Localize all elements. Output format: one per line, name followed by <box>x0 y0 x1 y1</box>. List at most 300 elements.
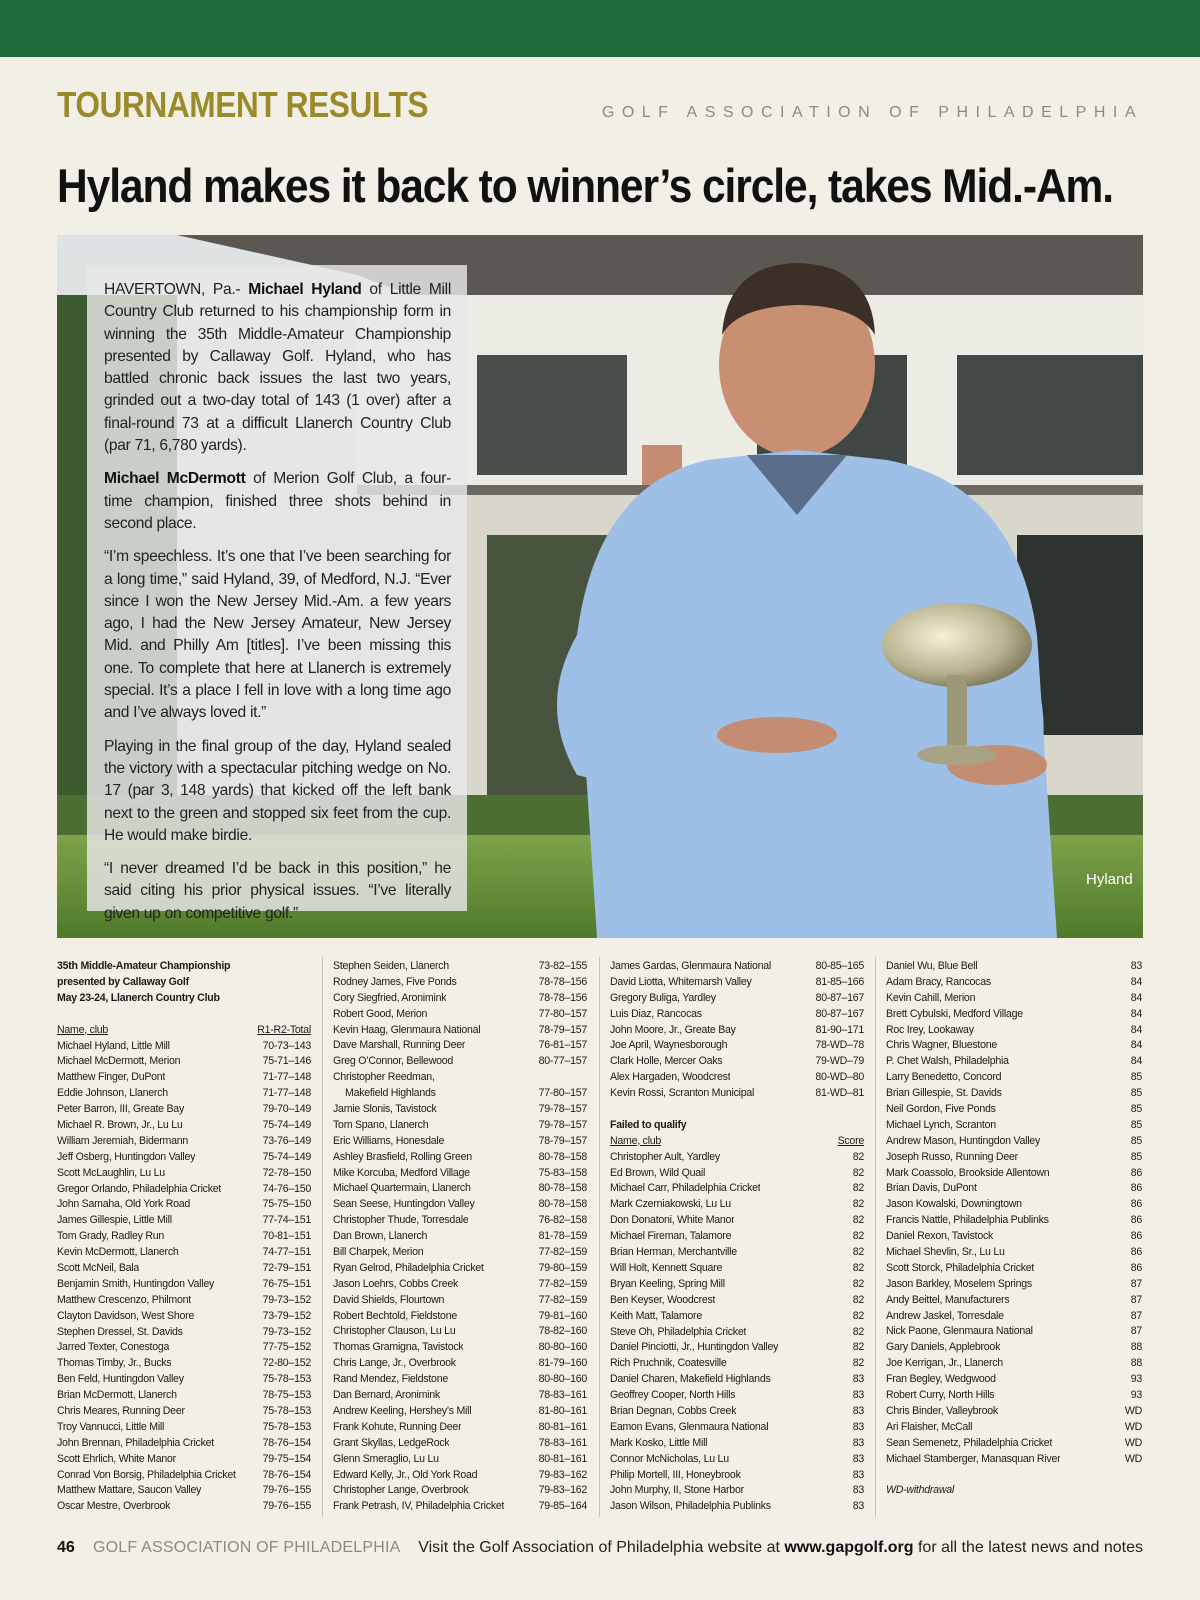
player-score: 71-77–148 <box>262 1071 311 1084</box>
result-row <box>57 1245 311 1261</box>
player-score: 76-81–157 <box>538 1039 587 1052</box>
story-paragraph-4: Playing in the final group of the day, Hyland sealed the victory with a spectacular pitching wedge on No. 17 (par 3, 148 yards) that kicked off the left bank next to the green and stopped six feet from the cup. He would make birdie. <box>104 737 451 844</box>
result-row <box>333 975 587 991</box>
player-name-club: Ryan Gelrod, Philadelphia Cricket <box>333 1261 484 1274</box>
player-score: 81-78–159 <box>538 1230 587 1243</box>
player-score: 75-71–146 <box>262 1055 311 1068</box>
result-row <box>57 1182 311 1198</box>
result-row <box>333 991 587 1007</box>
player-score: 79-73–152 <box>262 1293 311 1306</box>
player-score: 75-78–153 <box>262 1373 311 1386</box>
result-row <box>57 1102 311 1118</box>
player-name-club: John Moore, Jr., Greate Bay <box>610 1023 736 1036</box>
player-score: 80-80–160 <box>538 1341 587 1354</box>
player-name-club: Thomas Gramigna, Tavistock <box>333 1341 464 1354</box>
photo-caption: Hyland <box>1086 871 1133 888</box>
player-name-club: David Shields, Flourtown <box>333 1293 445 1306</box>
article-headline: Hyland makes it back to winner’s circle, takes Mid.-Am. <box>57 159 1114 212</box>
player-name-club: Dan Bernard, Aronimink <box>333 1389 440 1402</box>
result-row: Christopher Reedman, <box>333 1071 435 1084</box>
player-name-club: Joe April, Waynesborough <box>610 1039 728 1052</box>
player-name-club: Gregory Buliga, Yardley <box>610 991 716 1004</box>
player-score: 84 <box>1130 1055 1142 1068</box>
player-name-club: Chris Lange, Jr., Overbrook <box>333 1357 456 1370</box>
player-score: 83 <box>852 1468 864 1481</box>
player-name-club: Frank Kohute, Running Deer <box>333 1420 462 1433</box>
result-row <box>610 1420 864 1436</box>
player-name-club: Geoffrey Cooper, North Hills <box>610 1389 736 1402</box>
result-row <box>333 1499 587 1515</box>
failed-header-row: Name, club Score <box>610 1134 864 1147</box>
player-score: 80-80–160 <box>538 1373 587 1386</box>
story-paragraph-5: “I never dreamed I’d be back in this position,” he said citing his prior physical issues. “I’ve literally given up on competitive golf.” <box>104 860 451 922</box>
player-name-club: Luis Diaz, Rancocas <box>610 1007 702 1020</box>
player-score: 80-78–158 <box>538 1182 587 1195</box>
player-score: 78-78–156 <box>538 975 587 988</box>
result-row <box>333 1340 587 1356</box>
player-score: 85 <box>1130 1118 1142 1131</box>
player-score: 79-76–155 <box>262 1500 311 1513</box>
player-score: 79-73–152 <box>262 1325 311 1338</box>
result-row <box>57 1197 311 1213</box>
result-row <box>886 1007 1142 1023</box>
result-row <box>610 1404 864 1420</box>
player-score: 79-76–155 <box>262 1484 311 1497</box>
player-score: 80-81–161 <box>538 1420 587 1433</box>
player-score: 78-WD–78 <box>815 1039 864 1052</box>
player-name-club: Connor McNicholas, Lu Lu <box>610 1452 729 1465</box>
player-score: 82 <box>852 1357 864 1370</box>
results-column-2 <box>333 959 587 1515</box>
player-score: 86 <box>1130 1198 1142 1211</box>
player-score: 84 <box>1130 1023 1142 1036</box>
result-row <box>57 1166 311 1182</box>
result-row <box>610 1356 864 1372</box>
player-name-club: Michael Stamberger, Manasquan River <box>886 1452 1061 1465</box>
result-row <box>886 1436 1142 1452</box>
player-score: 79-81–160 <box>538 1309 587 1322</box>
player-name-club: Michael Lynch, Scranton <box>886 1118 996 1131</box>
player-name-club: Tom Spano, Llanerch <box>333 1118 429 1131</box>
result-row <box>333 1483 587 1499</box>
player-name-club: Philip Mortell, III, Honeybrook <box>610 1468 741 1481</box>
player-name-club: Clayton Davidson, West Shore <box>57 1309 195 1322</box>
player-name-club: Alex Hargaden, Woodcrest <box>610 1071 731 1084</box>
result-row <box>886 1372 1142 1388</box>
player-name-club: Christopher Clauson, Lu Lu <box>333 1325 456 1338</box>
player-score: 78-83–161 <box>538 1389 587 1402</box>
result-row <box>333 1166 587 1182</box>
player-score: 84 <box>1130 975 1142 988</box>
result-row <box>886 1197 1142 1213</box>
result-row <box>333 1293 587 1309</box>
player-name-club: Brian Gillespie, St. Davids <box>886 1087 1002 1100</box>
result-row <box>610 959 864 975</box>
player-name-club: Troy Vannucci, Little Mill <box>57 1420 165 1433</box>
player-name-club: Scott McLaughlin, Lu Lu <box>57 1166 165 1179</box>
result-row <box>886 1229 1142 1245</box>
player-name-club: John Samaha, Old York Road <box>57 1198 191 1211</box>
player-score: 80-87–167 <box>815 991 864 1004</box>
player-name-club: Sean Semenetz, Philadelphia Cricket <box>886 1436 1053 1449</box>
result-row <box>886 1070 1142 1086</box>
player-score: 80-WD–80 <box>815 1071 864 1084</box>
player-score: 83 <box>852 1389 864 1402</box>
result-row <box>886 1054 1142 1070</box>
player-score: 80-87–167 <box>815 1007 864 1020</box>
result-row <box>610 1070 864 1086</box>
result-row <box>57 1039 311 1055</box>
result-row <box>57 1054 311 1070</box>
player-score: 83 <box>852 1404 864 1417</box>
result-row <box>333 1468 587 1484</box>
result-row <box>57 1118 311 1134</box>
results-title: 35th Middle-Amateur Championship <box>57 960 231 972</box>
result-row <box>333 1436 587 1452</box>
result-row <box>57 1483 311 1499</box>
result-row <box>610 1054 864 1070</box>
player-name-club: Robert Good, Merion <box>333 1007 428 1020</box>
player-name-club: Clark Holle, Mercer Oaks <box>610 1055 723 1068</box>
player-name-club: John Murphy, II, Stone Harbor <box>610 1484 744 1497</box>
player-name-club: Brian Degnan, Cobbs Creek <box>610 1404 737 1417</box>
page-number: 46 <box>57 1539 75 1556</box>
results-sponsor: presented by Callaway Golf <box>57 975 189 988</box>
result-row <box>333 1150 587 1166</box>
player-name-club: Neil Gordon, Five Ponds <box>886 1103 996 1116</box>
result-row <box>610 1038 864 1054</box>
player-score: 87 <box>1130 1325 1142 1338</box>
player-score: 72-79–151 <box>262 1261 311 1274</box>
result-row <box>610 1468 864 1484</box>
player-name-club: Chris Wagner, Bluestone <box>886 1039 998 1052</box>
result-row <box>886 1293 1142 1309</box>
player-score: 79-70–149 <box>262 1103 311 1116</box>
result-row <box>610 1213 864 1229</box>
player-name-club: Steve Oh, Philadelphia Cricket <box>610 1325 747 1338</box>
player-name-club: Ed Brown, Wild Quail <box>610 1166 706 1179</box>
player-score: WD <box>1124 1436 1142 1449</box>
story-paragraph-1: HAVERTOWN, Pa.- Michael Hyland of Little Mill Country Club returned to his championship form in winning the 35th Middle-Amateur Championship presented by Callaway Golf. Hyland, who has battled chronic back issues the last two years, grinded out a two-day total of 143 (1 over) after a final-round 73 at a difficult Llanerch Country Club (par 71, 6,780 yards). <box>104 281 452 455</box>
player-score: 86 <box>1130 1214 1142 1227</box>
player-score: 83 <box>1130 960 1142 972</box>
player-name-club: Daniel Charen, Makefield Highlands <box>610 1373 771 1386</box>
result-row <box>886 1261 1142 1277</box>
player-score: 72-78–150 <box>262 1166 311 1179</box>
result-row <box>57 1404 311 1420</box>
result-row <box>610 1007 864 1023</box>
player-name-club: Chris Meares, Running Deer <box>57 1404 185 1417</box>
player-name-club: Thomas Timby, Jr., Bucks <box>57 1357 172 1370</box>
failed-list <box>886 959 1142 1468</box>
player-score: 82 <box>852 1230 864 1243</box>
player-name-club: John Brennan, Philadelphia Cricket <box>57 1436 214 1449</box>
player-name-club: Kevin Cahill, Merion <box>886 991 976 1004</box>
player-score: 80-78–158 <box>538 1198 587 1211</box>
player-score: 88 <box>1130 1341 1142 1354</box>
footer-association: GOLF ASSOCIATION OF PHILADELPHIA <box>93 1539 401 1556</box>
result-row <box>333 1372 587 1388</box>
player-score: 76-75–151 <box>262 1277 311 1290</box>
result-row <box>610 1325 864 1341</box>
player-score: 78-83–161 <box>538 1436 587 1449</box>
result-row <box>333 1245 587 1261</box>
player-score: 75-78–153 <box>262 1404 311 1417</box>
result-row <box>886 1134 1142 1150</box>
player-name-club: Daniel Wu, Blue Bell <box>886 960 978 972</box>
result-row <box>333 959 587 975</box>
player-name-club: Greg O’Connor, Bellewood <box>333 1055 454 1068</box>
result-row <box>610 1499 864 1515</box>
player-score: 85 <box>1130 1150 1142 1163</box>
player-name-club: Mark Czerniakowski, Lu Lu <box>610 1198 731 1211</box>
result-row <box>886 1277 1142 1293</box>
result-row <box>886 1086 1142 1102</box>
result-row <box>610 1245 864 1261</box>
player-score: 93 <box>1130 1389 1142 1402</box>
player-name-club: Robert Curry, North Hills <box>886 1389 995 1402</box>
player-name-club: Andrew Jaskel, Torresdale <box>886 1309 1004 1322</box>
result-row <box>610 1086 864 1102</box>
result-row <box>610 1229 864 1245</box>
player-name-club: Ben Feld, Huntingdon Valley <box>57 1373 184 1386</box>
player-name-club: Conrad Von Borsig, Philadelphia Cricket <box>57 1468 236 1481</box>
player-score: 78-78–156 <box>538 991 587 1004</box>
player-score: 79-83–162 <box>538 1468 587 1481</box>
result-row <box>886 975 1142 991</box>
result-row <box>886 1404 1142 1420</box>
player-score: 79-75–154 <box>262 1452 311 1465</box>
result-row <box>57 1340 311 1356</box>
result-row <box>333 1277 587 1293</box>
player-score: 75-75–150 <box>262 1198 311 1211</box>
result-row <box>333 1452 587 1468</box>
player-name-club: Christopher Thude, Torresdale <box>333 1214 469 1227</box>
result-row <box>610 1436 864 1452</box>
result-row <box>57 1070 311 1086</box>
player-name-club: Chris Binder, Valleybrook <box>886 1404 998 1417</box>
player-score: 79-WD–79 <box>815 1055 864 1068</box>
player-score: WD <box>1124 1452 1142 1465</box>
story-paragraph-2: Michael McDermott of Merion Golf Club, a four-time champion, finished three shots behind in second place. <box>104 470 452 532</box>
player-name-club: Dave Marshall, Running Deer <box>333 1039 466 1052</box>
player-name-club: Oscar Mestre, Overbrook <box>57 1500 171 1513</box>
player-name-club: Gary Daniels, Applebrook <box>886 1341 1001 1354</box>
player-name-club: Jason Loehrs, Cobbs Creek <box>333 1277 459 1290</box>
results-date-venue: May 23-24, Llanerch Country Club <box>57 991 220 1004</box>
failed-list <box>610 1150 864 1515</box>
player-name-club: Scott Storck, Philadelphia Cricket <box>886 1261 1035 1274</box>
result-row <box>610 975 864 991</box>
result-row <box>886 1324 1142 1340</box>
player-score: 82 <box>852 1309 864 1322</box>
player-score: 83 <box>852 1452 864 1465</box>
player-name-club: Grant Skyllas, LedgeRock <box>333 1436 450 1449</box>
player-score: 82 <box>852 1182 864 1195</box>
result-row <box>333 1388 587 1404</box>
player-name-club: Adam Bracy, Rancocas <box>886 975 991 988</box>
result-row <box>333 1213 587 1229</box>
player-name-club: Jarred Texter, Conestoga <box>57 1341 170 1354</box>
player-score: 75-74–149 <box>262 1150 311 1163</box>
player-name-club: Will Holt, Kennett Square <box>610 1261 723 1274</box>
result-row <box>610 1023 864 1039</box>
player-score: 83 <box>852 1484 864 1497</box>
player-score: 83 <box>852 1436 864 1449</box>
player-score: WD <box>1124 1420 1142 1433</box>
result-row <box>610 1309 864 1325</box>
player-score: 86 <box>1130 1182 1142 1195</box>
player-name-club: Michael Shevlin, Sr., Lu Lu <box>886 1246 1005 1259</box>
result-row <box>57 1261 311 1277</box>
story-paragraph-3: “I’m speechless. It’s one that I’ve been searching for a long time,” said Hyland, 39, of Medford, N.J. “Ever since I won the New Jersey Mid.-Am. a few years ago, I had the New Jersey Amateur, New Jersey Mid. and Philly Am [titles]. I’ve been missing this one. To complete that here at Llanerch is extremely special. It’s a place I fell in love with a long time ago and I’ve always loved it.” <box>104 548 451 722</box>
player-name-club: Glenn Smeraglio, Lu Lu <box>333 1452 439 1465</box>
player-name-club: Matthew Mattare, Saucon Valley <box>57 1484 202 1497</box>
result-row <box>610 1452 864 1468</box>
result-row <box>333 1404 587 1420</box>
result-row <box>333 1197 587 1213</box>
result-row <box>886 959 1142 975</box>
result-row <box>57 1420 311 1436</box>
result-row <box>333 1420 587 1436</box>
player-score: 82 <box>852 1166 864 1179</box>
player-score: 82 <box>852 1293 864 1306</box>
player-score: 80-81–161 <box>538 1452 587 1465</box>
player-score: 82 <box>852 1246 864 1259</box>
player-name-club: Eddie Johnson, Llanerch <box>57 1087 168 1100</box>
result-row <box>886 1309 1142 1325</box>
player-name-club: Michael Hyland, Little Mill <box>57 1039 170 1052</box>
player-score: 77-75–152 <box>262 1341 311 1354</box>
player-score: 78-79–157 <box>538 1023 587 1036</box>
result-row <box>333 1118 587 1134</box>
player-score: 74-77–151 <box>262 1246 311 1259</box>
player-name-club: Rand Mendez, Fieldstone <box>333 1373 448 1386</box>
player-score: 81-85–166 <box>815 975 864 988</box>
player-score: 81-90–171 <box>815 1023 864 1036</box>
player-score: 85 <box>1130 1087 1142 1100</box>
player-name-club: Mark Kosko, Little Mill <box>610 1436 708 1449</box>
player-score: 70-73–143 <box>262 1039 311 1052</box>
player-name-club: Jason Kowalski, Downingtown <box>886 1198 1022 1211</box>
result-row <box>886 1356 1142 1372</box>
player-score: 76-82–158 <box>538 1214 587 1227</box>
player-score: 83 <box>852 1500 864 1513</box>
column-divider <box>322 957 323 1517</box>
result-row <box>57 1134 311 1150</box>
result-row <box>886 991 1142 1007</box>
result-row <box>333 1356 587 1372</box>
player-score: 77-82–159 <box>538 1246 587 1259</box>
result-row <box>333 1181 587 1197</box>
result-row <box>610 1372 864 1388</box>
result-row <box>333 1309 587 1325</box>
player-name-club: Andrew Keeling, Hershey’s Mill <box>333 1404 472 1417</box>
result-row <box>886 1181 1142 1197</box>
player-name-club: Matthew Finger, DuPont <box>57 1071 166 1084</box>
result-row <box>57 1229 311 1245</box>
result-row <box>610 991 864 1007</box>
footer-website-note: Visit the Golf Association of Philadelphia website at www.gapgolf.org for all the latest news and notes <box>418 1539 1143 1556</box>
results-list <box>610 959 864 1102</box>
result-row <box>886 1150 1142 1166</box>
player-name-club: James Gillespie, Little Mill <box>57 1214 172 1227</box>
player-score: 82 <box>852 1341 864 1354</box>
player-score: 85 <box>1130 1103 1142 1116</box>
player-name-club: Keith Matt, Talamore <box>610 1309 702 1322</box>
player-name-club: Jamie Slonis, Tavistock <box>333 1103 437 1116</box>
result-row <box>57 1436 311 1452</box>
player-name-club: Eamon Evans, Glenmaura National <box>610 1420 769 1433</box>
result-row <box>333 1007 587 1023</box>
result-row <box>886 1166 1142 1182</box>
player-score: 83 <box>852 1420 864 1433</box>
player-score: 88 <box>1130 1357 1142 1370</box>
player-score: 77-74–151 <box>262 1214 311 1227</box>
player-score: 87 <box>1130 1309 1142 1322</box>
player-name-club: Jason Wilson, Philadelphia Publinks <box>610 1500 771 1513</box>
player-name-club: Dan Brown, Llanerch <box>333 1230 428 1243</box>
player-name-club: Michael Quartermain, Llanerch <box>333 1182 471 1195</box>
player-name-club: Cory Siegfried, Aronimink <box>333 991 447 1004</box>
player-score: 79-83–162 <box>538 1484 587 1497</box>
player-name-club: Nick Paone, Glenmaura National <box>886 1325 1033 1338</box>
player-name-club: Daniel Pinciotti, Jr., Huntingdon Valley <box>610 1341 779 1354</box>
player-score: 86 <box>1130 1166 1142 1179</box>
player-name-club: Michael R. Brown, Jr., Lu Lu <box>57 1118 183 1131</box>
result-row <box>886 1023 1142 1039</box>
results-list <box>57 1039 311 1516</box>
column-divider <box>599 957 600 1517</box>
player-name-club: Brett Cybulski, Medford Village <box>886 1007 1023 1020</box>
result-row <box>333 1102 587 1118</box>
results-column-1 <box>57 959 311 1515</box>
result-row <box>610 1166 864 1182</box>
player-name-club: Ari Flaisher, McCall <box>886 1420 973 1433</box>
player-name-club: Christopher Lange, Overbrook <box>333 1484 469 1497</box>
player-name-club: Brian McDermott, Llanerch <box>57 1389 177 1402</box>
result-row <box>333 1023 587 1039</box>
results-list <box>333 1102 587 1515</box>
player-score: 81-WD–81 <box>815 1087 864 1100</box>
player-score: 80-77–157 <box>538 1055 587 1068</box>
result-row <box>886 1118 1142 1134</box>
player-name-club: Andy Beittel, Manufacturers <box>886 1293 1010 1306</box>
result-row <box>57 1277 311 1293</box>
result-row <box>610 1277 864 1293</box>
result-row <box>886 1213 1142 1229</box>
player-score: 84 <box>1130 991 1142 1004</box>
player-name-club: Eric Williams, Honesdale <box>333 1134 445 1147</box>
player-score: 82 <box>852 1214 864 1227</box>
player-score: 80-78–158 <box>538 1150 587 1163</box>
result-row <box>886 1038 1142 1054</box>
player-score: 73-76–149 <box>262 1134 311 1147</box>
result-row <box>333 1038 587 1054</box>
player-score: 84 <box>1130 1007 1142 1020</box>
player-name-club: Michael Carr, Philadelphia Cricket <box>610 1182 761 1195</box>
player-name-club: Kevin McDermott, Llanerch <box>57 1246 179 1259</box>
results-list <box>333 959 587 1070</box>
website-link[interactable]: www.gapgolf.org <box>784 1539 914 1556</box>
player-name-club: Sean Seese, Huntingdon Valley <box>333 1198 475 1211</box>
player-name-club: Frank Petrash, IV, Philadelphia Cricket <box>333 1500 505 1513</box>
player-name-club: Ashley Brasfield, Rolling Green <box>333 1150 472 1163</box>
player-name-club: Kevin Rossi, Scranton Municipal <box>610 1087 755 1100</box>
player-score: 79-78–157 <box>538 1118 587 1131</box>
player-score: 78-79–157 <box>538 1134 587 1147</box>
player-name-club: Brian Herman, Merchantville <box>610 1246 737 1259</box>
